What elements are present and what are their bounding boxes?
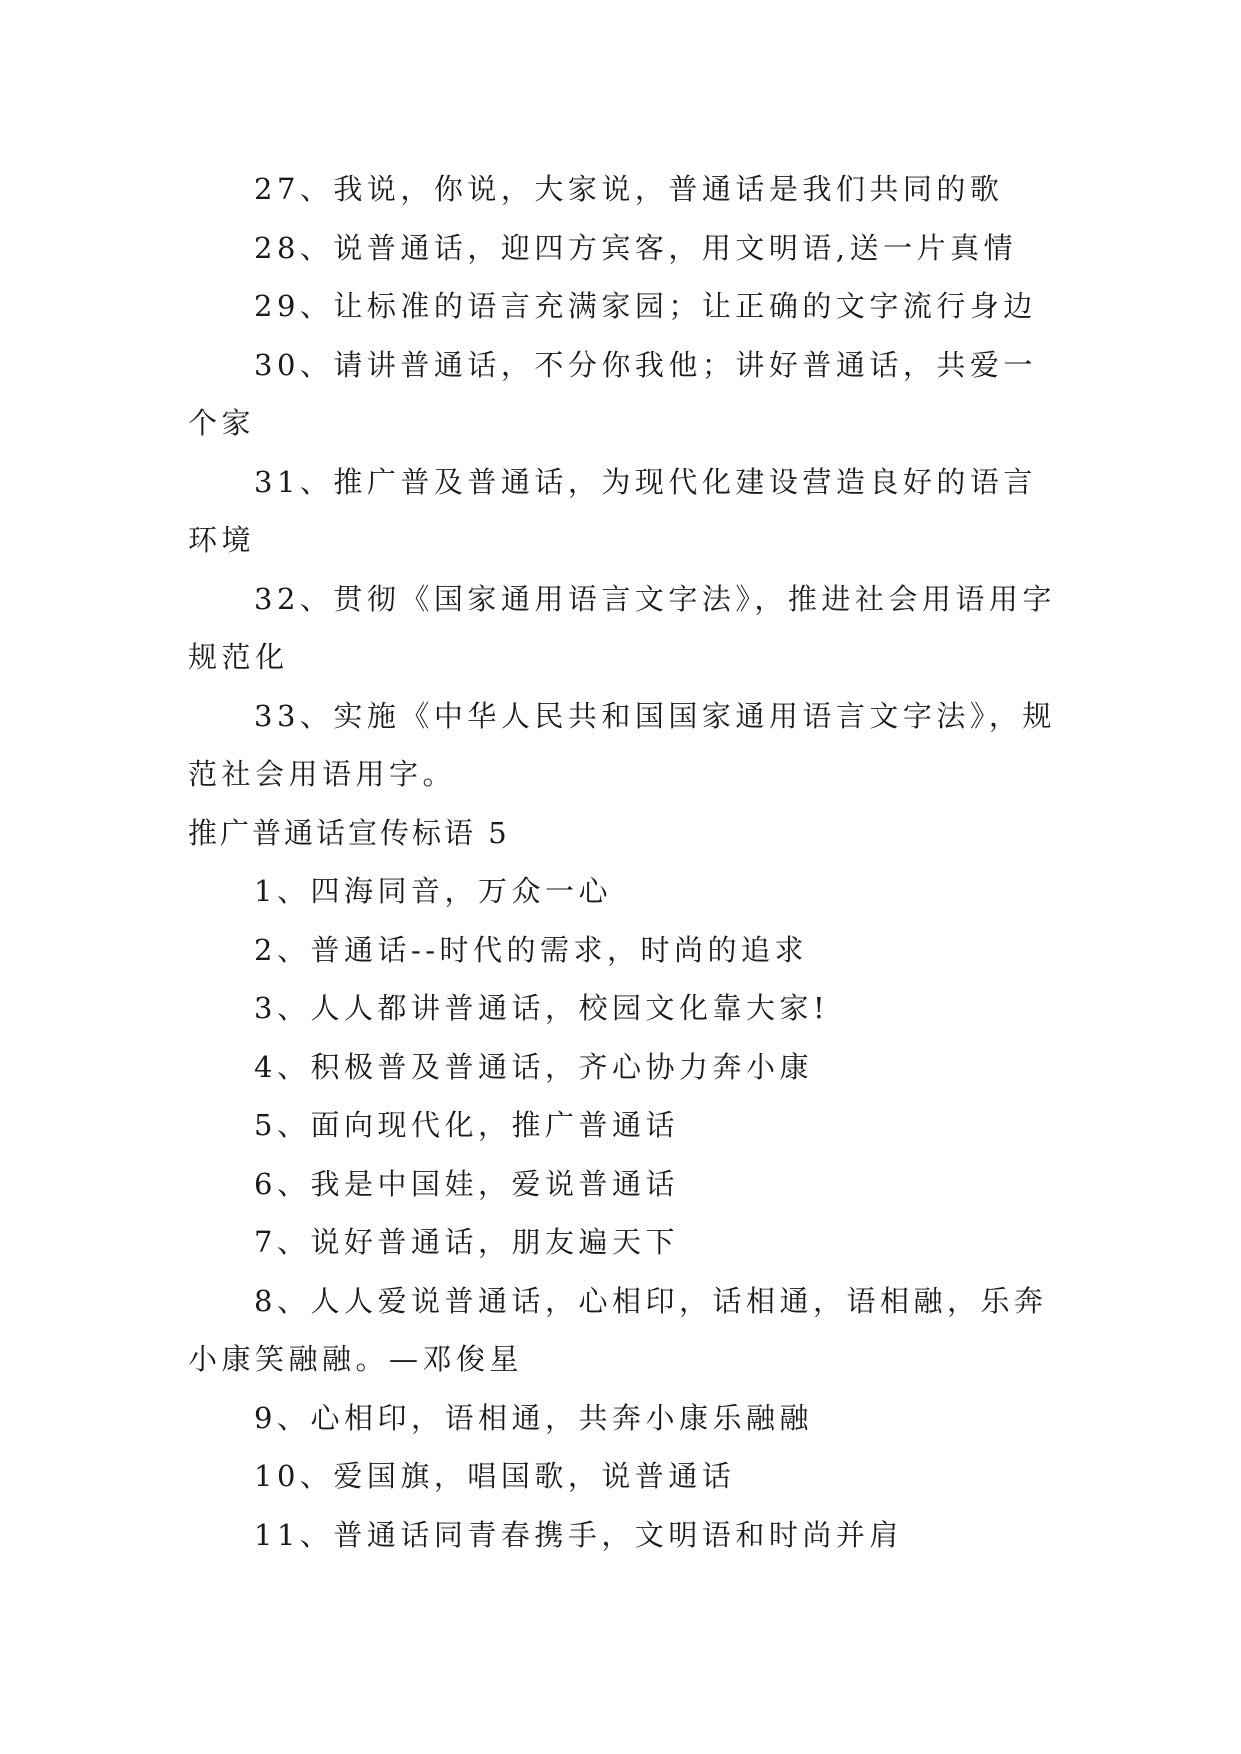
slogan-item: 32、贯彻《国家通用语言文字法》，推进社会用语用字规范化	[188, 581, 1056, 674]
slogan-item: 10、爱国旗，唱国歌，说普通话	[254, 1459, 736, 1493]
slogan-item: 5、面向现代化，推广普通话	[254, 1108, 679, 1142]
slogan-item: 8、人人爱说普通话，心相印，话相通，语相融，乐奔小康笑融融。—邓俊星	[188, 1283, 1048, 1376]
section-heading: 推广普通话宣传标语 5	[188, 815, 510, 850]
slogan-item: 2、普通话--时代的需求，时尚的追求	[254, 932, 809, 967]
slogan-item: 6、我是中国娃，爱说普通话	[254, 1166, 679, 1201]
slogan-item: 7、说好普通话，朋友遍天下	[254, 1225, 679, 1259]
slogan-item: 4、积极普及普通话，齐心协力奔小康	[254, 1049, 813, 1084]
document-body	[188, 160, 1056, 1564]
slogan-item: 29、让标准的语言充满家园；让正确的文字流行身边	[254, 289, 1037, 323]
slogan-item: 27、我说，你说，大家说，普通话是我们共同的歌	[254, 172, 1004, 206]
slogan-item: 11、普通话同青春携手，文明语和时尚并肩	[254, 1517, 903, 1552]
slogan-item: 33、实施《中华人民共和国国家通用语言文字法》，规范社会用语用字。	[188, 698, 1056, 791]
slogan-item: 28、说普通话，迎四方宾客，用文明语,送一片真情	[254, 230, 1018, 265]
slogan-item: 31、推广普及普通话，为现代化建设营造良好的语言环境	[188, 464, 1037, 557]
slogan-item: 9、心相印，语相通，共奔小康乐融融	[254, 1400, 813, 1435]
slogan-item: 3、人人都讲普通话，校园文化靠大家!	[254, 991, 830, 1025]
slogan-item: 1、四海同音，万众一心	[254, 874, 612, 908]
slogan-item: 30、请讲普通话，不分你我他；讲好普通话，共爱一个家	[188, 347, 1037, 440]
